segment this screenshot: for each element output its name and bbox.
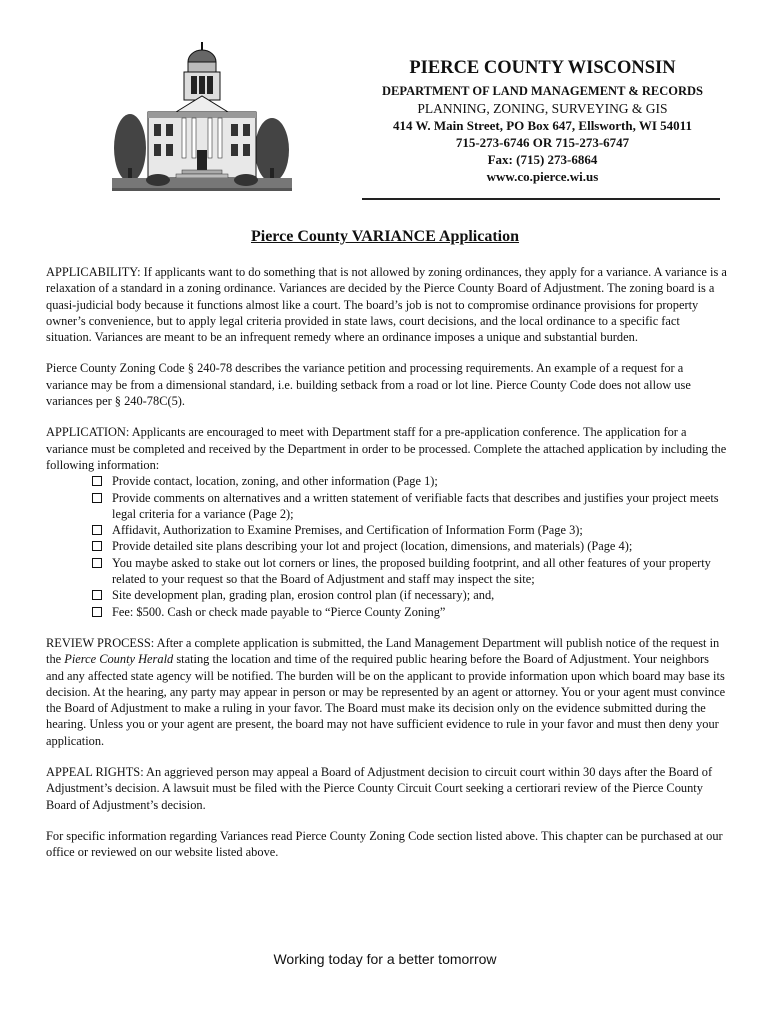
document-body xyxy=(46,264,728,876)
list-item-text: Provide comments on alternatives and a written statement of verifiable facts that describes and justifies your project meets legal criteria for a variance (Page 2); xyxy=(112,490,719,521)
checkbox-icon xyxy=(92,493,102,503)
checkbox-icon xyxy=(92,590,102,600)
list-item-text: You maybe asked to stake out lot corners or lines, the proposed building footprint, and all other features of your property related to your request so that the Board of Adjustment and staff may inspect the site; xyxy=(112,555,711,587)
department-name: DEPARTMENT OF LAND MANAGEMENT & RECORDS xyxy=(382,84,703,98)
footer-slogan: Working today for a better tomorrow xyxy=(273,951,497,967)
checkbox-icon xyxy=(92,476,102,486)
list-item xyxy=(92,604,728,620)
phone-numbers: 715-273-6746 OR 715-273-6747 xyxy=(455,135,630,150)
newspaper-name: Pierce County Herald xyxy=(64,652,174,667)
list-item xyxy=(92,555,728,588)
checkbox-icon xyxy=(92,558,102,568)
checkbox-icon xyxy=(92,607,102,617)
list-item-text: Provide contact, location, zoning, and other information (Page 1); xyxy=(112,474,438,489)
zoning-code-paragraph: Pierce County Zoning Code § 240-78 describes the variance petition and processing requirements. An example of a request for a variance may be from a dimensional standard, i.e. building setback from a road or lot line. Pierce County Code does not allow use variances per § 240-78C(5). xyxy=(46,361,691,409)
application-paragraph: APPLICATION: Applicants are encouraged to meet with Department staff for a pre-application conference. The application for a variance must be completed and received by the Department in order to be processed. Complete the attached application by including the following information: xyxy=(46,425,727,472)
header-divider xyxy=(362,198,720,200)
department-services: PLANNING, ZONING, SURVEYING & GIS xyxy=(417,101,668,116)
fax-number: Fax: (715) 273-6864 xyxy=(487,152,598,167)
list-item-text: Site development plan, grading plan, erosion control plan (if necessary); and, xyxy=(112,588,495,603)
information-paragraph: For specific information regarding Variances read Pierce County Zoning Code section listed above. This chapter can be purchased at our office or reviewed on our website listed above. xyxy=(46,828,723,860)
mailing-address: 414 W. Main Street, PO Box 647, Ellsworth, WI 54011 xyxy=(393,118,692,133)
list-item-text: Fee: $500. Cash or check made payable to “Pierce County Zoning” xyxy=(112,604,446,619)
list-item xyxy=(92,490,728,523)
review-process-paragraph xyxy=(46,635,728,749)
list-item-text: Provide detailed site plans describing your lot and project (location, dimensions, and materials) (Page 4); xyxy=(112,539,633,554)
review-text-end: stating the location and time of the required public hearing before the Board of Adjustment. Your neighbors and any affected state agency will be notified. The burden will be on the applicant to provide information upon which board may base its decision. At the hearing, any party may appear in person or may be represented by an agent or attorney. You or your agent must convince the Board of Adjustment to make a ruling in your favor. The Board must make its decision only on the evidence submitted during the hearing. Unless you or your agent are present, the board may not have sufficient evidence to rule in your favor and must then deny your application. xyxy=(46,652,726,748)
county-name: PIERCE COUNTY WISCONSIN xyxy=(409,58,676,78)
application-checklist xyxy=(46,473,728,620)
list-item xyxy=(92,587,728,603)
letterhead xyxy=(355,56,730,185)
list-item xyxy=(92,538,728,554)
checkbox-icon xyxy=(92,541,102,551)
review-text-start: REVIEW PROCESS: After a complete application is submitted, the Land Management Department will publish notice of the request in the xyxy=(46,635,720,667)
checkbox-icon xyxy=(92,525,102,535)
list-item xyxy=(92,473,728,489)
appeal-rights-paragraph: APPEAL RIGHTS: An aggrieved person may appeal a Board of Adjustment decision to circuit court within 30 days after the Board of Adjustment’s decision. A lawsuit must be filed with the Pierce County Circuit Court seeking a certiorari review of the Pierce County Board of Adjustment’s decision. xyxy=(46,765,713,812)
list-item xyxy=(92,522,728,538)
list-item-text: Affidavit, Authorization to Examine Premises, and Certification of Information Form (Page 3); xyxy=(112,523,583,538)
applicability-paragraph: APPLICABILITY: If applicants want to do something that is not allowed by zoning ordinances, they apply for a variance. A variance is a relaxation of a standard in a zoning ordinance. Variances are decided by the Pierce County Board of Adjustment. The zoning board is a quasi-judicial body because it functions almost like a court. The board’s job is not to compromise ordinance provisions for property owner’s convenience, but to apply legal criteria provided in state laws, court decisions, and the local ordinance to a specific fact situation. Variances are meant to be an infrequent remedy where an ordinance imposes a unique and substantial burden. xyxy=(46,265,727,345)
page-title: Pierce County VARIANCE Application xyxy=(250,228,520,245)
courthouse-icon xyxy=(112,38,292,203)
website-link[interactable]: www.co.pierce.wi.us xyxy=(486,169,599,184)
